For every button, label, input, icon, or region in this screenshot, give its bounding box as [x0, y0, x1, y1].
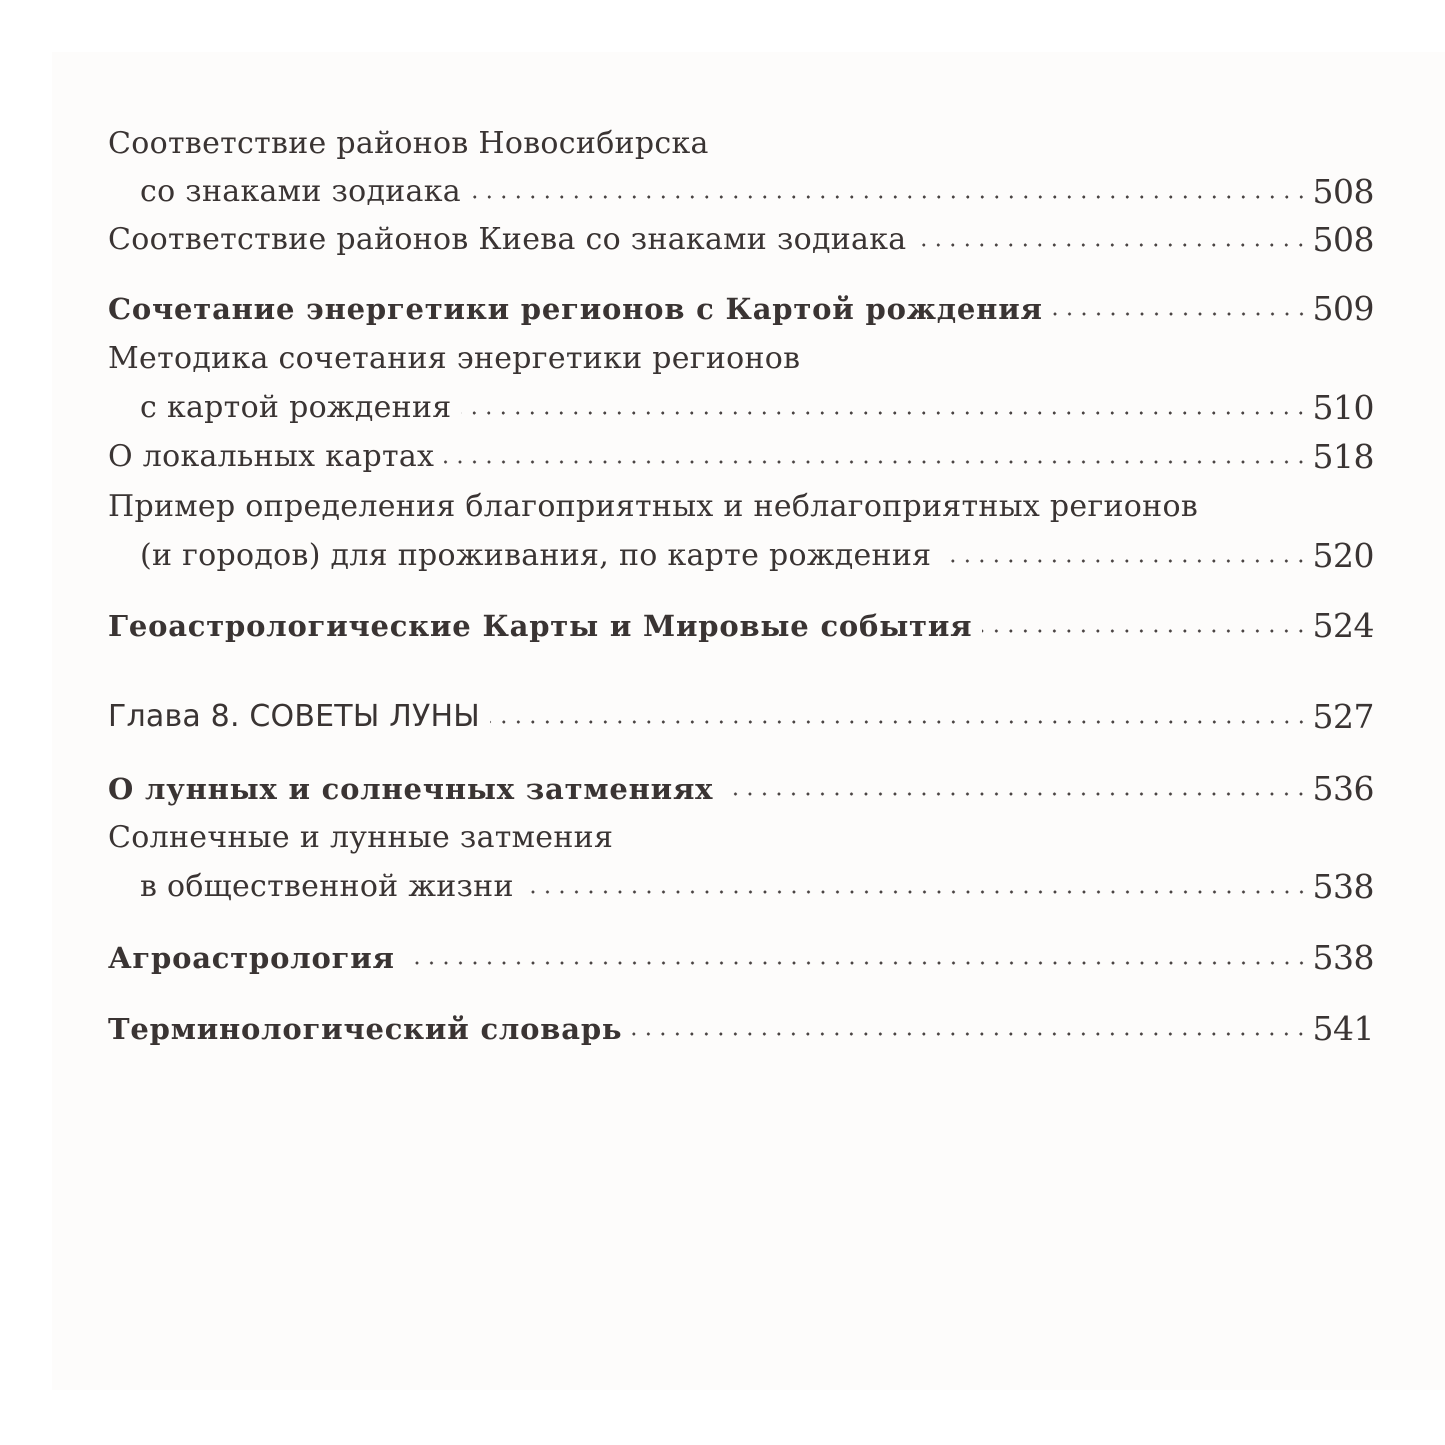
toc-entry-example[interactable]: [108, 481, 1374, 525]
toc-section-geoastro[interactable]: [108, 600, 1374, 644]
leader-dots: [490, 717, 1309, 727]
toc-page-number: 508: [1312, 172, 1374, 211]
toc-entry-method-cont[interactable]: [140, 382, 1374, 426]
toc-section-glossary[interactable]: [108, 1003, 1374, 1047]
toc-entry-novosibirsk[interactable]: [108, 118, 1374, 162]
toc-entry-novosibirsk-cont[interactable]: [140, 166, 1374, 210]
leader-dots: [941, 556, 1308, 566]
leader-dots: [1053, 309, 1309, 319]
toc-entry-text: Агроастрология: [108, 941, 395, 975]
leader-dots: [471, 192, 1309, 202]
toc-entry-text: О локальных картах: [108, 439, 435, 474]
toc-page-number: 527: [1312, 697, 1374, 736]
toc-entry-text: (и городов) для проживания, по карте рождения: [140, 538, 932, 573]
toc-page-number: 536: [1312, 769, 1374, 808]
toc-entry-text: Соответствие районов Киева со знаками зодиака: [108, 222, 907, 257]
toc-section-agroastrology[interactable]: [108, 932, 1374, 976]
toc-entry-text: О лунных и солнечных затмениях: [108, 772, 714, 806]
toc-page-number: 541: [1312, 1009, 1374, 1048]
toc-page-number: 538: [1312, 938, 1374, 977]
toc-page-number: 538: [1312, 867, 1374, 906]
toc-entry-eclipses-social-cont[interactable]: [140, 861, 1374, 905]
toc-entry-text: Терминологический словарь: [108, 1012, 623, 1046]
toc-page-number: 518: [1312, 437, 1374, 476]
toc-entry-text: Пример определения благоприятных и неблагоприятных регионов: [108, 489, 1199, 524]
leader-dots: [405, 958, 1309, 968]
toc-entry-text: в общественной жизни: [140, 869, 514, 904]
table-of-contents: [108, 0, 1374, 1445]
toc-entry-text: со знаками зодиака: [140, 174, 461, 209]
toc-entry-text: Солнечные и лунные затмения: [108, 820, 614, 855]
toc-entry-eclipses-social[interactable]: [108, 812, 1374, 856]
toc-entry-local-maps[interactable]: [108, 431, 1374, 475]
leader-dots: [982, 626, 1308, 636]
toc-entry-text: Геоастрологические Карты и Мировые события: [108, 609, 973, 643]
leader-dots: [524, 887, 1309, 897]
leader-dots: [916, 240, 1308, 250]
toc-chapter-8[interactable]: [108, 691, 1374, 735]
leader-dots: [723, 789, 1308, 799]
toc-entry-text: с картой рождения: [140, 390, 452, 425]
toc-page-number: 508: [1312, 220, 1374, 259]
toc-entry-kiev[interactable]: [108, 214, 1374, 258]
toc-page-number: 509: [1312, 289, 1374, 328]
leader-dots: [461, 408, 1308, 418]
toc-section-combination[interactable]: [108, 283, 1374, 327]
toc-page-number: 520: [1312, 536, 1374, 575]
leader-dots: [444, 457, 1308, 467]
toc-entry-method[interactable]: [108, 333, 1374, 377]
toc-page-number: 524: [1312, 606, 1374, 645]
toc-entry-text: Соответствие районов Новосибирска: [108, 126, 709, 161]
toc-entry-text: Методика сочетания энергетики регионов: [108, 341, 801, 376]
toc-section-eclipses[interactable]: [108, 763, 1374, 807]
toc-entry-text: Глава 8. СОВЕТЫ ЛУНЫ: [108, 699, 480, 734]
toc-page-number: 510: [1312, 388, 1374, 427]
toc-entry-text: Сочетание энергетики регионов с Картой рождения: [108, 292, 1043, 326]
leader-dots: [632, 1029, 1308, 1039]
toc-entry-example-cont[interactable]: [140, 530, 1374, 574]
